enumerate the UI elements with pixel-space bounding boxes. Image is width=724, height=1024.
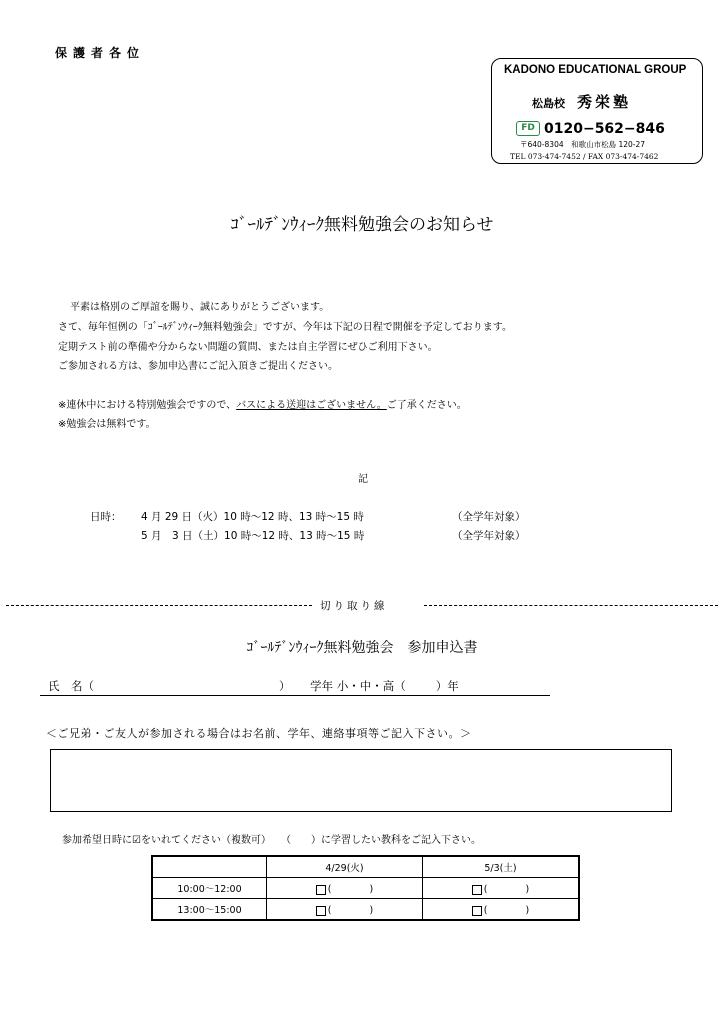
checkbox-cell[interactable] [267,878,423,899]
checkbox[interactable] [472,885,482,895]
table-header-cell: 5/3(土) [423,856,580,878]
grade-options: 小・中・高（ [336,679,406,693]
schedule-date-2: 5 月 3 日（土）10 時～12 時、13 時～15 時 [141,530,365,542]
ki-heading: 記 [358,474,368,485]
table-header-cell [152,856,267,878]
schedule-target-2: （全学年対象） [452,530,526,542]
name-label: 氏 名（ [48,679,94,693]
instruction-post: をいれてください（複数可） （ ）に学習したい教科をご記入下さい。 [140,835,481,846]
name-grade-row [48,678,459,694]
name-underline [40,695,550,696]
instruction [62,831,481,846]
subject-blank: ( ) [327,884,374,895]
note-bus-post: ご了承ください。 [386,400,467,411]
note-free: ※勉強会は無料です。 [58,419,156,430]
time-cell: 13:00～15:00 [152,899,267,921]
instruction-pre: 参加希望日時に [62,835,132,846]
addressee: 保護者各位 [55,46,146,60]
checkbox[interactable] [316,885,326,895]
checkbox-cell[interactable] [267,899,423,921]
checkbox-cell[interactable] [423,878,580,899]
body-line-1: 平素は格別のご厚誼を賜り、誠にありがとうございます。 [70,302,330,313]
note-bus-underlined: バスによる送迎はございません。 [236,400,387,411]
subject-blank: ( ) [483,884,530,895]
school-branch: 松島校 [532,97,565,110]
schedule-table [151,855,580,921]
table-header-cell: 4/29(火) [267,856,423,878]
phone-number: 0120−562−846 [544,120,665,137]
checkbox[interactable] [472,906,482,916]
note-bus-pre: ※連休中における特別勉強会ですので、 [58,400,237,411]
grade-close: ）年 [435,679,459,693]
time-cell: 10:00～12:00 [152,878,267,899]
name-close: ） [279,679,291,693]
address: 〒640-8304 和歌山市松島 120-27 [520,140,646,149]
schedule-target-1: （全学年対象） [452,511,526,523]
checkbox[interactable] [316,906,326,916]
sibling-note: ＜ご兄弟・ご友人が参加される場合はお名前、学年、連絡事項等ご記入下さい。＞ [46,727,472,740]
school-name: 秀栄塾 [577,93,632,111]
memo-field[interactable] [50,749,672,812]
body-line-2: さて、毎年恒例の「ｺﾞｰﾙﾃﾞﾝｳｨｰｸ無料勉強会」ですが、今年は下記の日程で開催を予定しております。 [58,322,512,333]
table-row [152,878,579,899]
checkbox-cell[interactable] [423,899,580,921]
table-row [152,899,579,921]
grade-label: 学年 [310,679,334,693]
page-title: ｺﾞｰﾙﾃﾞﾝｳｨｰｸ無料勉強会のお知らせ [230,215,494,235]
tel-fax: TEL 073-474-7452 / FAX 073-474-7462 [510,152,659,161]
body-line-4: ご参加される方は、参加申込書にご記入頂きご提出ください。 [58,361,338,372]
table-header-row [152,856,579,878]
form-title: ｺﾞｰﾙﾃﾞﾝｳｨｰｸ無料勉強会 参加申込書 [246,640,478,656]
phone-row [516,118,665,137]
note-bus [58,396,467,411]
cut-line-label: 切り取り線 [314,598,394,613]
subject-blank: ( ) [327,905,374,916]
body-line-3: 定期テスト前の準備や分からない問題の質問、または自主学習にぜひご利用下さい。 [58,342,438,353]
freedial-icon: FD [516,121,540,136]
org-name: KADONO EDUCATIONAL GROUP [504,64,687,76]
subject-blank: ( ) [483,905,530,916]
checkbox-icon: ☑ [132,835,141,846]
schedule-label: 日時： [90,511,122,523]
school-name-row [532,91,631,112]
cut-line [6,596,718,616]
schedule-date-1: 4 月 29 日（火）10 時～12 時、13 時～15 時 [141,511,364,523]
